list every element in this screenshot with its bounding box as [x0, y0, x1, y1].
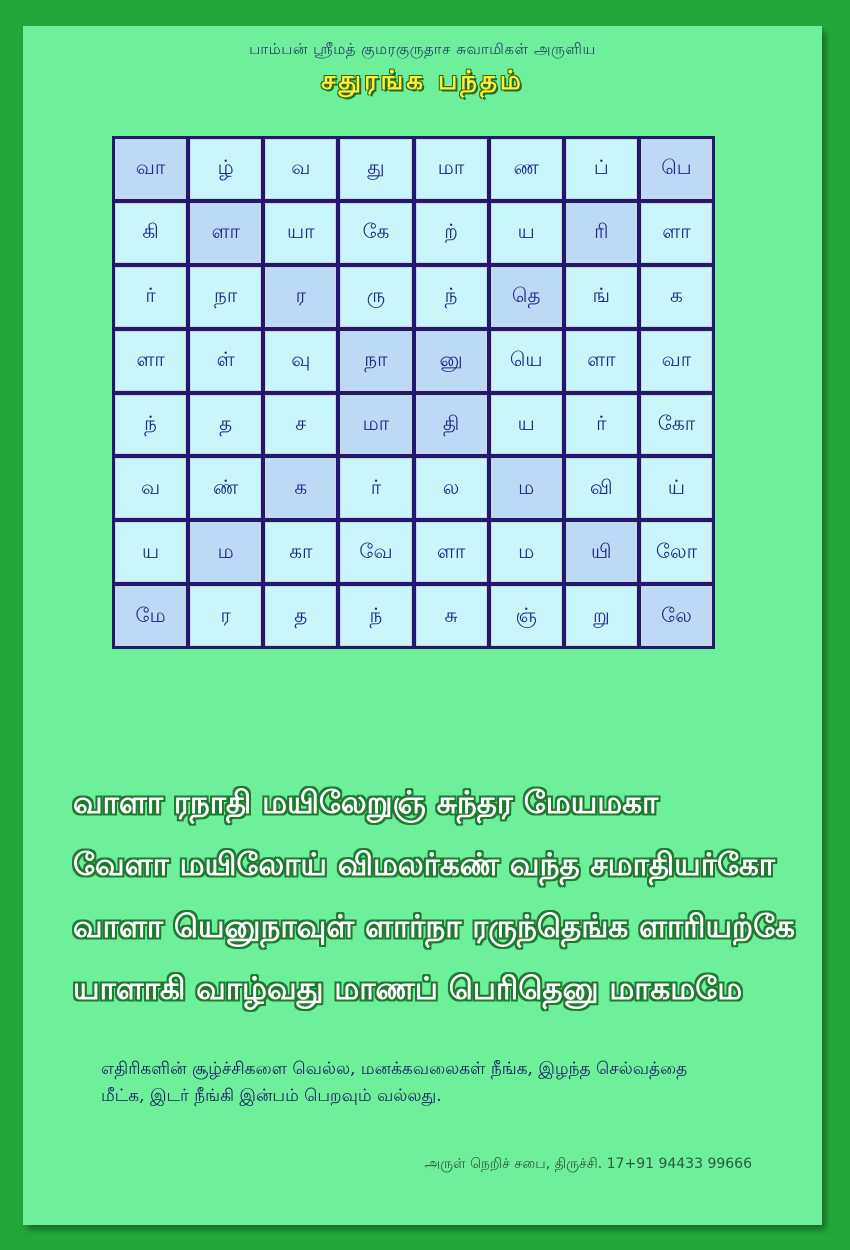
grid-cell: வே — [340, 522, 411, 582]
poster-card — [23, 26, 822, 1225]
grid-cell: ற் — [416, 203, 487, 263]
grid-cell: ய — [491, 203, 562, 263]
grid-cell: ம — [491, 458, 562, 518]
grid-cell: மா — [416, 139, 487, 199]
grid-cell: வி — [566, 458, 637, 518]
grid-cell: கா — [265, 522, 336, 582]
grid-cell: வு — [265, 331, 336, 391]
grid-cell: ளா — [190, 203, 261, 263]
grid-cell: கோ — [641, 395, 712, 455]
verse-line-2: வேளா மயிலோய் விமலர்கண் வந்த சமாதியர்கோ — [73, 847, 775, 883]
verse-line-3: வாளா யெனுநாவுள் ளார்நா ரருந்தெங்க ளாரியற்கே — [73, 909, 795, 945]
grid-cell: ந் — [416, 267, 487, 327]
grid-cell: ண் — [190, 458, 261, 518]
grid-cell: யா — [265, 203, 336, 263]
grid-cell: வ — [115, 458, 186, 518]
grid-cell: நா — [340, 331, 411, 391]
chaturanga-grid — [112, 136, 715, 649]
grid-cell: மா — [340, 395, 411, 455]
grid-cell: ப் — [566, 139, 637, 199]
grid-cell: ளா — [641, 203, 712, 263]
page-title: சதுரங்க பந்தம் — [321, 66, 524, 96]
grid-cell: ம — [190, 522, 261, 582]
grid-cell: கி — [115, 203, 186, 263]
verse-block — [73, 772, 803, 1020]
grid-cell: த — [190, 395, 261, 455]
grid-cell: ய — [115, 522, 186, 582]
grid-cell: ர் — [115, 267, 186, 327]
author-line: பாம்பன் ஸ்ரீமத் குமரகுருதாச சுவாமிகள் அருளிய — [249, 40, 596, 58]
grid-cell: ர் — [340, 458, 411, 518]
grid-cell: ந் — [340, 586, 411, 646]
grid-cell: ள் — [190, 331, 261, 391]
grid-cell: தி — [416, 395, 487, 455]
grid-cell: பெ — [641, 139, 712, 199]
grid-cell: ங் — [566, 267, 637, 327]
grid-cell: ய் — [641, 458, 712, 518]
grid-cell: வா — [641, 331, 712, 391]
grid-cell: ளா — [115, 331, 186, 391]
verse-line-4: யாளாகி வாழ்வது மாணப் பெரிதெனு மாகமமே — [73, 971, 743, 1007]
grid-cell: நா — [190, 267, 261, 327]
grid-cell: து — [340, 139, 411, 199]
grid-cell: ண — [491, 139, 562, 199]
grid-cell: க — [641, 267, 712, 327]
grid-cell: ச — [265, 395, 336, 455]
grid-cell: ரு — [340, 267, 411, 327]
grid-cell: ய — [491, 395, 562, 455]
grid-cell: ந் — [115, 395, 186, 455]
grid-cell: மே — [115, 586, 186, 646]
grid-cell: யெ — [491, 331, 562, 391]
verse-line-1: வாளா ரநாதி மயிலேறுஞ் சுந்தர மேயமகா — [73, 785, 659, 821]
grid-cell: ரி — [566, 203, 637, 263]
grid-cell: ளா — [566, 331, 637, 391]
grid-cell: ஞ் — [491, 586, 562, 646]
grid-cell: த — [265, 586, 336, 646]
grid-cell: று — [566, 586, 637, 646]
grid-cell: ர — [190, 586, 261, 646]
grid-cell: தெ — [491, 267, 562, 327]
grid-cell: வா — [115, 139, 186, 199]
contact-line: அருள் நெறிச் சபை, திருச்சி. 17+91 94433 99666 — [424, 1156, 752, 1172]
grid-cell: ர் — [566, 395, 637, 455]
grid-cell: ர — [265, 267, 336, 327]
grid-cell: கே — [340, 203, 411, 263]
benefit-text: எதிரிகளின் சூழ்ச்சிகளை வெல்ல, மனக்கவலைகள் நீங்க, இழந்த செல்வத்தை மீட்க, இடர் நீங்கி இன்பம் பெறவும் வல்லது. — [101, 1059, 688, 1106]
grid-cell: க — [265, 458, 336, 518]
grid-cell: ம — [491, 522, 562, 582]
grid-cell: லோ — [641, 522, 712, 582]
grid-cell: ளா — [416, 522, 487, 582]
grid-cell: யி — [566, 522, 637, 582]
grid-cell: லே — [641, 586, 712, 646]
grid-cell: வ — [265, 139, 336, 199]
grid-cell: னு — [416, 331, 487, 391]
grid-cell: சு — [416, 586, 487, 646]
grid-cell: ழ் — [190, 139, 261, 199]
grid-cell: ல — [416, 458, 487, 518]
